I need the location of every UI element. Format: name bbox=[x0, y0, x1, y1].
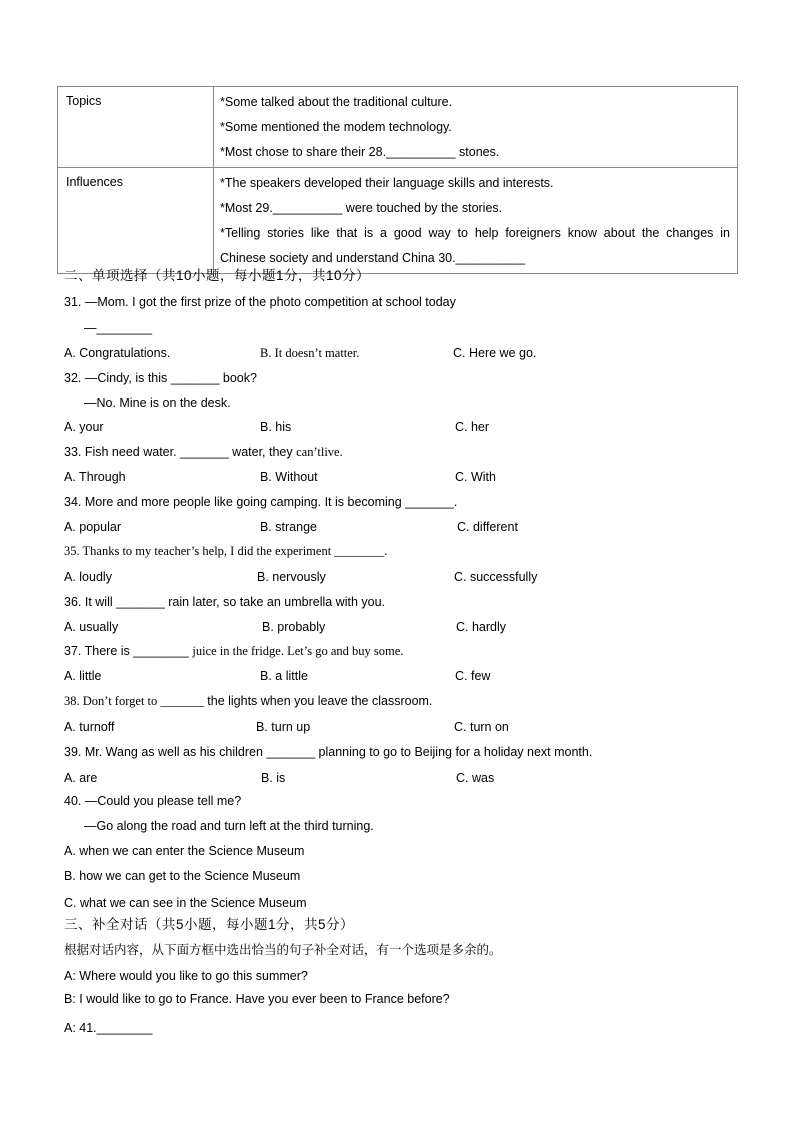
option-34b: B. strange bbox=[260, 520, 317, 534]
reading-table bbox=[57, 86, 738, 274]
option-38a: A. turnoff bbox=[64, 720, 115, 734]
table-row bbox=[58, 87, 738, 168]
option-34a: A. popular bbox=[64, 520, 121, 534]
table-head-topics: Topics bbox=[58, 87, 214, 168]
option-32c: C. her bbox=[455, 420, 490, 434]
option-33b: B. Without bbox=[260, 470, 318, 484]
question-33-stem bbox=[64, 444, 343, 460]
question-37-stem-part: 37. There is ________ bbox=[64, 644, 193, 658]
option-38b: B. turn up bbox=[256, 720, 311, 734]
option-37a: A. little bbox=[64, 669, 102, 683]
table-line: *Most 29.__________ were touched by the stories. bbox=[220, 201, 503, 215]
option-31a: A. Congratulations. bbox=[64, 346, 171, 360]
section-3-title: 三、补全对话（共5小题，每小题1分，共5分） bbox=[64, 917, 355, 932]
question-38-stem bbox=[64, 693, 432, 709]
dialogue-line: A: 41.________ bbox=[64, 1021, 153, 1035]
question-37-stem bbox=[64, 643, 403, 659]
question-40-stem: 40. —Could you please tell me? bbox=[64, 794, 242, 808]
question-31-stem: 31. —Mom. I got the first prize of the photo competition at school today bbox=[64, 295, 456, 309]
question-39-stem: 39. Mr. Wang as well as his children _______ planning to go to Beijing for a holiday next month. bbox=[64, 745, 593, 759]
question-33-stem-part: can’tlive. bbox=[296, 445, 343, 459]
option-35b: B. nervously bbox=[257, 570, 326, 584]
section-2-title: 二、单项选择（共10小题，每小题1分，共10分） bbox=[64, 268, 371, 283]
option-34c: C. different bbox=[457, 520, 518, 534]
option-35a: A. loudly bbox=[64, 570, 112, 584]
option-39b: B. is bbox=[261, 771, 286, 785]
table-head-influences: Influences bbox=[58, 168, 214, 274]
option-37c: C. few bbox=[455, 669, 491, 683]
question-31-reply: —________ bbox=[84, 321, 153, 335]
section-3-instruction: 根据对话内容，从下面方框中选出恰当的句子补全对话，有一个选项是多余的。 bbox=[64, 943, 502, 957]
option-31b: B. It doesn’t matter. bbox=[260, 346, 360, 360]
table-line: *Telling stories like that is a good way to help foreigners know about the changes in bbox=[220, 226, 730, 240]
option-40b: B. how we can get to the Science Museum bbox=[64, 869, 301, 883]
question-37-stem-part: juice in the fridge. Let’s go and buy some. bbox=[192, 644, 404, 658]
option-39c: C. was bbox=[456, 771, 495, 785]
question-38-stem-part: the lights when you leave the classroom. bbox=[207, 694, 433, 708]
table-line: *The speakers developed their language skills and interests. bbox=[220, 176, 554, 190]
table-cell-topics bbox=[214, 87, 738, 168]
option-40c: C. what we can see in the Science Museum bbox=[64, 896, 307, 910]
option-39a: A. are bbox=[64, 771, 98, 785]
question-36-stem: 36. It will _______ rain later, so take an umbrella with you. bbox=[64, 595, 386, 609]
table-line: *Most chose to share their 28.__________ stones. bbox=[220, 145, 500, 159]
table-line: Chinese society and understand China 30.__________ bbox=[220, 251, 526, 265]
option-32b: B. his bbox=[260, 420, 292, 434]
table-row bbox=[58, 168, 738, 274]
question-34-stem: 34. More and more people like going camping. It is becoming _______. bbox=[64, 495, 458, 509]
table-line: *Some talked about the traditional culture. bbox=[220, 95, 453, 109]
question-32-reply: —No. Mine is on the desk. bbox=[84, 396, 231, 410]
option-33a: A. Through bbox=[64, 470, 126, 484]
option-36a: A. usually bbox=[64, 620, 119, 634]
table-line: *Some mentioned the modem technology. bbox=[220, 120, 452, 134]
question-38-stem-part: 38. Don’t forget to _______ bbox=[64, 694, 208, 708]
dialogue-line: A: Where would you like to go this summer? bbox=[64, 969, 308, 983]
option-38c: C. turn on bbox=[454, 720, 509, 734]
option-32a: A. your bbox=[64, 420, 104, 434]
question-32-stem: 32. —Cindy, is this _______ book? bbox=[64, 371, 257, 385]
option-37b: B. a little bbox=[260, 669, 308, 683]
table-cell-influences bbox=[214, 168, 738, 274]
option-33c: C. With bbox=[455, 470, 496, 484]
option-31c: C. Here we go. bbox=[453, 346, 537, 360]
option-40a: A. when we can enter the Science Museum bbox=[64, 844, 305, 858]
question-35-stem: 35. Thanks to my teacher’s help, I did the experiment ________. bbox=[64, 544, 388, 558]
option-35c: C. successfully bbox=[454, 570, 538, 584]
option-36b: B. probably bbox=[262, 620, 326, 634]
question-40-reply: —Go along the road and turn left at the third turning. bbox=[84, 819, 374, 833]
option-36c: C. hardly bbox=[456, 620, 507, 634]
question-33-stem-part: 33. Fish need water. _______ water, they bbox=[64, 445, 297, 459]
dialogue-line: B: I would like to go to France. Have you ever been to France before? bbox=[64, 992, 450, 1006]
